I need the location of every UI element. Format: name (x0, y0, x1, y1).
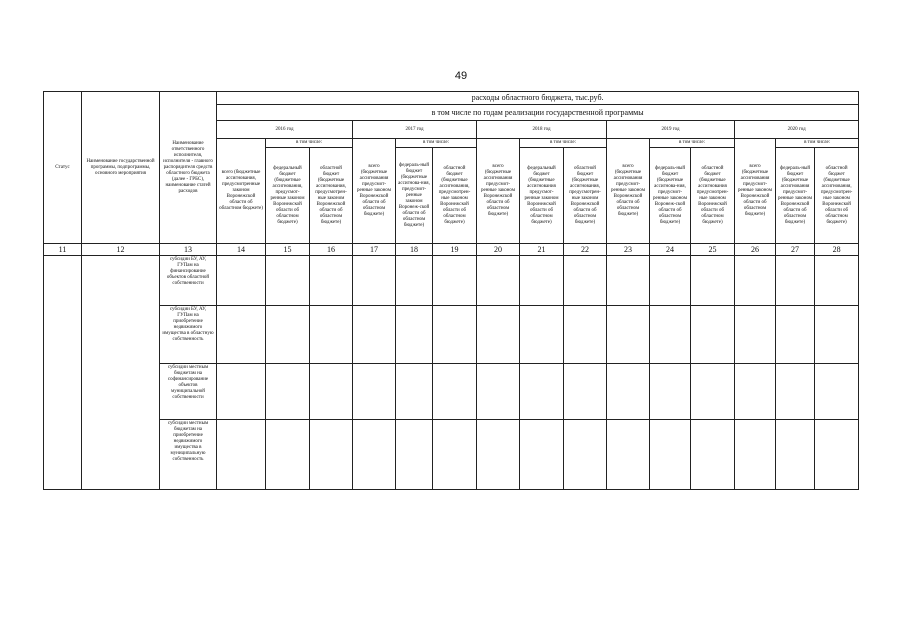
year-2019: 2019 год (607, 121, 735, 139)
col-number: 19 (433, 244, 477, 256)
regional-2017: областной бюджет (бюджетные ассигнования, предусмотрен-ные законом Воронежской области об областном бюджете) (433, 148, 477, 244)
col-number: 25 (691, 244, 735, 256)
year-2020: 2020 год (735, 121, 859, 139)
col-number: 17 (353, 244, 396, 256)
row-label: субсидии БУ, АУ, ГУПам на приобретение недвижимого имущества в областную собственность (160, 306, 217, 364)
table-row (44, 256, 859, 306)
total-2018: всего (бюджетные ассигнования предусмот-ренные законом Воронежской области об областном бюджете) (477, 139, 520, 244)
regional-2016: областной бюджет (бюджетные ассигнования, предусмотрен-ные законом Воронежской области об областном бюджете) (310, 148, 353, 244)
table-row (44, 364, 859, 420)
column-numbers-row (44, 244, 859, 256)
row-label: субсидии БУ, АУ, ГУПам на финансирование объектов областной собственности (160, 256, 217, 306)
year-2016: 2016 год (217, 121, 353, 139)
regional-2019: областной бюджет (бюджетные ассигнования предусмотрен-ные законом Воронежской области об областном бюджете) (691, 148, 735, 244)
budget-table (43, 91, 859, 490)
year-2018: 2018 год (477, 121, 607, 139)
table-row (44, 306, 859, 364)
total-2016: всего (бюджетные ассигнования, предусмотренные законом Воронежской области об областном бюджете) (217, 139, 266, 244)
col-header-status: Статус (44, 92, 82, 244)
col-number: 26 (735, 244, 776, 256)
total-2017: всего (бюджетные ассигнования предусмот-ренные законом Воронежской области об областном бюджете) (353, 139, 396, 244)
col-number: 23 (607, 244, 650, 256)
col-number: 24 (650, 244, 691, 256)
federal-2018: федеральный бюджет (бюджетные ассигнования предусмот-ренные законом Воронежской области об областном бюджете) (520, 148, 564, 244)
in-number-2017: в том числе: (396, 139, 477, 148)
col-header-name: Наименование государственной программы, подпрограммы, основного мероприятия (82, 92, 160, 244)
col-number: 18 (396, 244, 433, 256)
year-2017: 2017 год (353, 121, 477, 139)
in-number-2020: в том числе: (776, 139, 859, 148)
regional-2020: областной бюджет (бюджетные ассигнования, предусмотрен-ные законом Воронежской области об областном бюджете) (815, 148, 859, 244)
col-number: 22 (564, 244, 607, 256)
total-2020: всего (бюджетные ассигнования предусмот-ренные законом Воронежской области об областном бюджете) (735, 139, 776, 244)
in-number-2016: в том числе: (266, 139, 353, 148)
row-label: субсидии местным бюджетам на софинансирование объектов муниципальной собственности (160, 364, 217, 420)
col-number: 16 (310, 244, 353, 256)
col-number: 28 (815, 244, 859, 256)
header-by-years: в том числе по годам реализации государственной программы (217, 105, 859, 121)
col-number: 27 (776, 244, 815, 256)
col-header-executor: Наименование ответственного исполнителя, исполнителя - главного распорядителя средств областного бюджета (далее - ГРБС), наименование статей расходов (160, 92, 217, 244)
col-number: 21 (520, 244, 564, 256)
regional-2018: областной бюджет (бюджетные ассигнования, предусмотрен-ные законом Воронежской области об областном бюджете) (564, 148, 607, 244)
col-number: 20 (477, 244, 520, 256)
header-budget-expenses: расходы областного бюджета, тыс.руб. (217, 92, 859, 105)
total-2019: всего (бюджетные ассигнования предусмот-ренные законом Воронежской области об областном бюджете) (607, 139, 650, 244)
federal-2020: федераль-ный бюджет (бюджетные ассигнования предусмот-ренные законом Воронежской области об областном бюджете) (776, 148, 815, 244)
col-number: 12 (82, 244, 160, 256)
status-cell (44, 256, 82, 490)
page-number: 49 (454, 70, 468, 82)
federal-2017: федераль-ный бюджет (бюджетные ассигнова-ния, предусмот-ренные законом Воронеж-ской области об областном бюджете) (396, 148, 433, 244)
in-number-2018: в том числе: (520, 139, 607, 148)
col-number: 11 (44, 244, 82, 256)
name-cell (82, 256, 160, 490)
federal-2019: федераль-ный бюджет (бюджетные ассигнова-ния, предусмот-ренные законом Воронеж-ской области об областном бюджете) (650, 148, 691, 244)
in-number-2019: в том числе: (650, 139, 735, 148)
col-number: 14 (217, 244, 266, 256)
col-number: 15 (266, 244, 310, 256)
federal-2016: федеральный бюджет (бюджетные ассигнования, предусмот-ренные законом Воронежской области об областном бюджете) (266, 148, 310, 244)
row-label: субсидии местным бюджетам на приобретение недвижимого имущества в муниципальную собственность (160, 420, 217, 490)
table-row (44, 420, 859, 490)
col-number: 13 (160, 244, 217, 256)
